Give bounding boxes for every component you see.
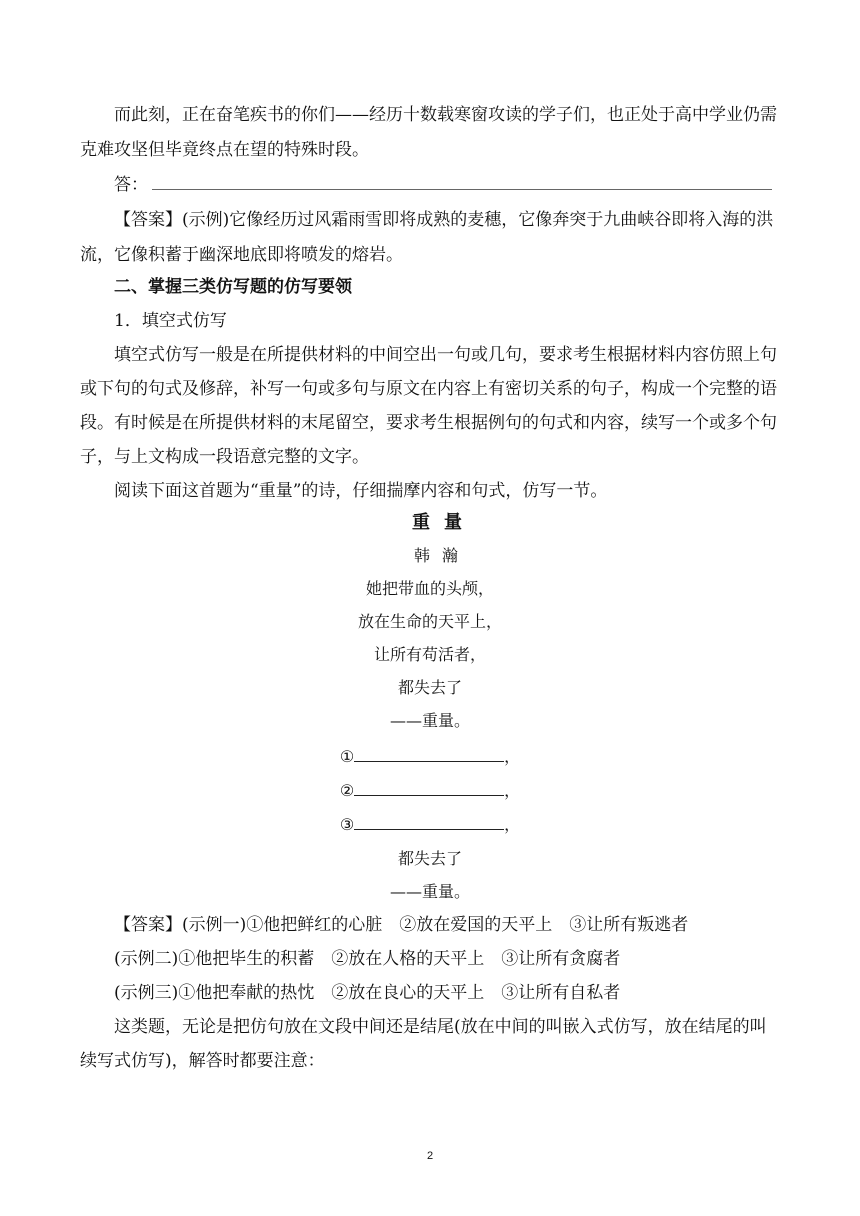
- paragraph-line: 段。有时候是在所提供材料的末尾留空，要求考生根据例句的句式和内容，续写一个或多个句: [80, 413, 777, 433]
- section-heading: 二、掌握三类仿写题的仿写要领: [114, 277, 352, 297]
- fill-blank[interactable]: [354, 741, 504, 762]
- answer-line: (示例二)①他把毕生的积蓄 ②放在人格的天平上 ③让所有贪腐者: [114, 949, 621, 969]
- poem-line: 都失去了: [397, 678, 462, 697]
- fill-blank-row: [0, 740, 860, 773]
- answer-line: 流，它像积蓄于幽深地底即将喷发的熔岩。: [80, 245, 403, 265]
- answer-line: (示例三)①他把奉献的热忱 ②放在良心的天平上 ③让所有自私者: [114, 983, 621, 1003]
- blank-marker: ②: [339, 781, 355, 800]
- paragraph-line: 克难攻坚但毕竟终点在望的特殊时段。: [80, 140, 369, 160]
- poem-line: 她把带血的头颅，: [365, 579, 494, 598]
- blank-suffix: ，: [504, 815, 521, 834]
- fill-blank[interactable]: [354, 775, 504, 796]
- sub-heading: 1．填空式仿写: [114, 311, 227, 331]
- answer-label: 答：: [114, 175, 148, 195]
- answer-blank[interactable]: [152, 171, 772, 190]
- poem-line: ——重量。: [389, 882, 470, 901]
- paragraph-line: 或下句的句式及修辞，补写一句或多句与原文在内容上有密切关系的句子，构成一个完整的语: [80, 379, 777, 399]
- poem-line: 让所有苟活者，: [373, 645, 486, 664]
- paragraph-line: 续写式仿写)，解答时都要注意：: [80, 1051, 325, 1071]
- page-number: 2: [426, 1150, 434, 1162]
- task-instruction: 阅读下面这首题为“重量”的诗，仔细揣摩内容和句式，仿写一节。: [114, 481, 608, 501]
- answer-prompt: [80, 168, 780, 202]
- fill-blank[interactable]: [354, 809, 504, 830]
- poem-line: ——重量。: [389, 711, 470, 730]
- fill-blank-row: [0, 774, 860, 807]
- poem-line: 都失去了: [397, 849, 462, 868]
- poem-title: 重量: [412, 512, 476, 533]
- fill-blank-row: [0, 808, 860, 841]
- answer-line: 【答案】(示例一)①他把鲜红的心脏 ②放在爱国的天平上 ③让所有叛逃者: [114, 915, 689, 935]
- paragraph-line: 而此刻，正在奋笔疾书的你们——经历十数载寒窗攻读的学子们，也正处于高中学业仍需: [114, 105, 777, 125]
- poem-author: 韩瀚: [413, 546, 470, 565]
- blank-suffix: ，: [504, 781, 521, 800]
- blank-marker: ③: [339, 815, 355, 834]
- blank-suffix: ，: [504, 747, 521, 766]
- poem-line: 放在生命的天平上，: [357, 612, 502, 631]
- answer-line: 【答案】(示例)它像经历过风霜雨雪即将成熟的麦穗，它像奔突于九曲峡谷即将入海的洪: [114, 210, 774, 230]
- paragraph-line: 填空式仿写一般是在所提供材料的中间空出一句或几句，要求考生根据材料内容仿照上句: [114, 345, 777, 365]
- paragraph-line: 子，与上文构成一段语意完整的文字。: [80, 447, 369, 467]
- paragraph-line: 这类题，无论是把仿句放在文段中间还是结尾(放在中间的叫嵌入式仿写，放在结尾的叫: [114, 1017, 767, 1037]
- blank-marker: ①: [339, 747, 355, 766]
